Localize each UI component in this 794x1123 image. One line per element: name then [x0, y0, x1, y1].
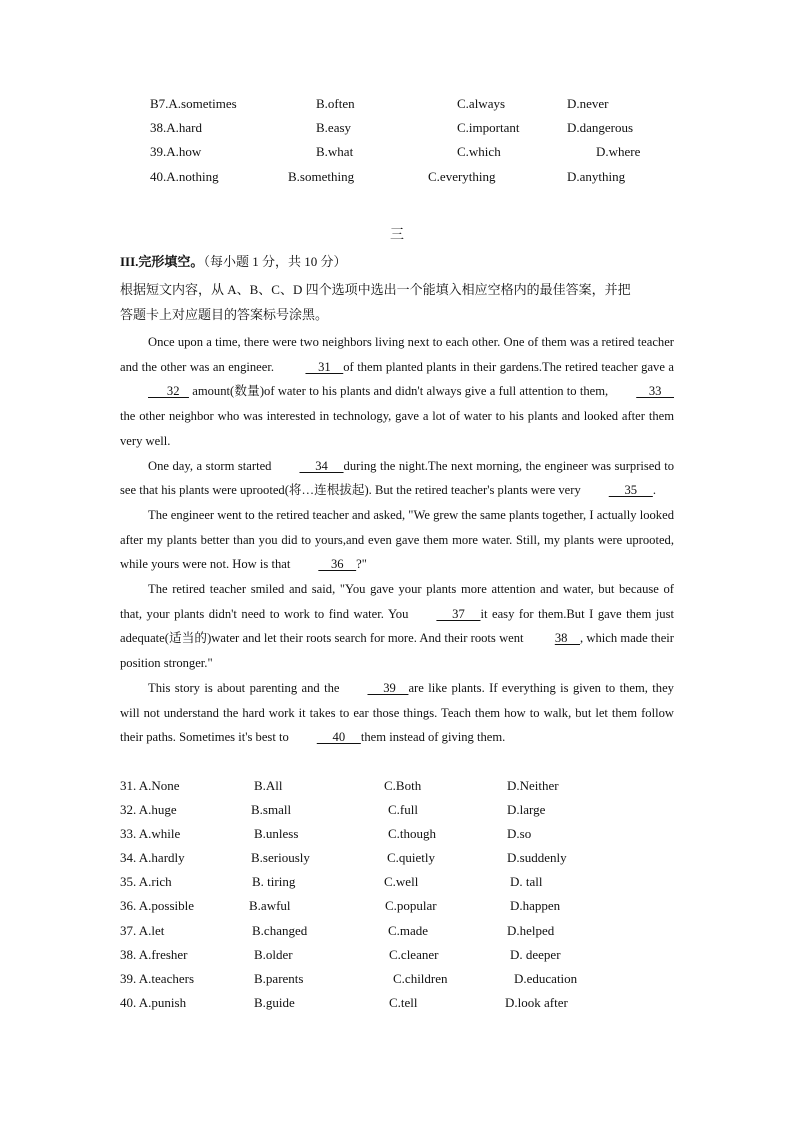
option-a: 40. A.punish: [120, 995, 187, 1010]
blank-32: 32: [148, 384, 189, 399]
text: One day, a storm started: [148, 458, 272, 473]
text: .: [652, 483, 656, 498]
section-scoring: （每小题 1 分，共 10 分）: [203, 254, 347, 269]
option-b: B.what: [316, 144, 354, 159]
option-c: C.children: [393, 971, 448, 986]
option-b: B.often: [316, 96, 355, 111]
blank-33: 33: [636, 384, 674, 399]
answer-row-35: [0, 871, 794, 893]
option-c: C.everything: [428, 169, 496, 184]
paragraph-4: [120, 577, 674, 676]
option-d: D.happen: [510, 898, 561, 913]
answer-row-39: [0, 968, 794, 990]
section-heading: [120, 252, 346, 272]
blank-36: 36: [318, 557, 357, 572]
option-d: D.anything: [567, 169, 626, 184]
answer-row-40: [0, 992, 794, 1014]
blank-38: 38: [554, 631, 580, 646]
option-d: D.look after: [505, 995, 568, 1010]
option-a: 38.A.hard: [150, 120, 202, 135]
option-b: B.changed: [252, 923, 308, 938]
option-b: B.awful: [249, 898, 291, 913]
option-d: D. deeper: [510, 947, 561, 962]
option-c: C.which: [457, 144, 501, 159]
option-b: B.older: [254, 947, 293, 962]
blank-31: 31: [305, 359, 344, 374]
option-b: B.guide: [254, 995, 295, 1010]
answer-row-32: [0, 799, 794, 821]
paragraph-3: [120, 503, 674, 577]
paragraph-2: [120, 454, 674, 503]
option-c: C.Both: [384, 778, 422, 793]
option-a: 33. A.while: [120, 826, 181, 841]
option-b: B.seriously: [251, 850, 310, 865]
answer-row-31: [0, 775, 794, 797]
section-title: III.完形填空。: [120, 254, 204, 269]
blank-34: 34: [299, 458, 344, 473]
option-d: D.dangerous: [567, 120, 634, 135]
text: , which made their position stronger.": [120, 631, 675, 671]
instruction-line: 根据短文内容，从 A、B、C、D 四个选项中选出一个能填入相应空格内的最佳答案，并把: [120, 282, 631, 297]
answer-row-33: [0, 823, 794, 845]
option-row: [0, 142, 794, 162]
text: of them planted plants in their gardens.The retired teacher gave a: [343, 359, 674, 374]
option-d: D.suddenly: [507, 850, 567, 865]
blank-39: 39: [367, 680, 409, 695]
option-a: 40.A.nothing: [150, 169, 219, 184]
text: are like plants. If everything is given to them, they will not understand the hard work it takes to ear those things. Teach them how to walk, but let them follow their paths. Sometimes it's best to: [120, 680, 674, 745]
option-d: D.Neither: [507, 778, 559, 793]
text: This story is about parenting and the: [148, 680, 340, 695]
option-d: D.never: [567, 96, 609, 111]
option-row: [0, 118, 794, 138]
option-b: B.small: [251, 802, 292, 817]
option-c: C.made: [388, 923, 429, 938]
text: it easy for them.But I gave them just adequate(适当的)water and let their roots search for more. And their roots went: [120, 606, 675, 646]
option-b: B. tiring: [252, 874, 296, 889]
paragraph-5: [120, 676, 674, 750]
option-a: 39.A.how: [150, 144, 202, 159]
option-c: C.full: [388, 802, 418, 817]
option-d: D.helped: [507, 923, 555, 938]
option-d: D.where: [596, 144, 641, 159]
option-c: C.always: [457, 96, 506, 111]
section-marker: 三: [390, 228, 404, 243]
option-a: 36. A.possible: [120, 898, 195, 913]
text: amount(数量)of water to his plants and didn't always give a full attention to them,: [188, 384, 609, 399]
text: ?": [356, 557, 367, 572]
option-a: 34. A.hardly: [120, 850, 185, 865]
text: them instead of giving them.: [360, 730, 506, 745]
option-c: C.important: [457, 120, 520, 135]
paragraph-1: [120, 330, 674, 454]
text: The retired teacher smiled and said, "You gave your plants more attention and water, but because of that, your plants didn't need to work to find water. You: [120, 582, 674, 621]
option-c: C.popular: [385, 898, 437, 913]
option-d: D.education: [514, 971, 578, 986]
option-a: 39. A.teachers: [120, 971, 195, 986]
blank-35: 35: [608, 483, 653, 498]
option-c: C.quietly: [387, 850, 436, 865]
option-row: [0, 167, 794, 187]
cloze-passage: [120, 330, 674, 750]
instruction-line: 答题卡上对应题目的答案标号涂黑。: [120, 307, 329, 322]
option-b: B.unless: [254, 826, 299, 841]
option-d: D. tall: [510, 874, 543, 889]
blank-40: 40: [316, 730, 361, 745]
option-row: [0, 94, 794, 114]
option-c: C.tell: [389, 995, 418, 1010]
answer-row-34: [0, 847, 794, 869]
answer-row-37: [0, 920, 794, 942]
text: during the night.The next morning, the engineer was surprised to see that his plants were uprooted(将…连根拔起). But the retired teacher's plants were very: [120, 458, 674, 498]
option-a: B7.A.sometimes: [150, 96, 237, 111]
option-c: C.cleaner: [389, 947, 439, 962]
text: Once upon a time, there were two neighbors living next to each other. One of them was a retired teacher and the other was an engineer.: [120, 335, 674, 374]
answer-row-38: [0, 944, 794, 966]
option-a: 37. A.let: [120, 923, 165, 938]
option-a: 35. A.rich: [120, 874, 172, 889]
option-c: C.though: [388, 826, 437, 841]
instructions: [120, 277, 674, 327]
option-a: 32. A.huge: [120, 802, 177, 817]
option-d: D.large: [507, 802, 546, 817]
option-d: D.so: [507, 826, 532, 841]
option-b: B.All: [254, 778, 283, 793]
blank-37: 37: [436, 606, 481, 621]
option-c: C.well: [384, 874, 419, 889]
option-a: 31. A.None: [120, 778, 180, 793]
option-b: B.easy: [316, 120, 352, 135]
option-b: B.something: [288, 169, 355, 184]
text: The engineer went to the retired teacher and asked, "We grew the same plants together, I actually looked after my plants better than you did to yours,and even gave them more water. Still, my plants were uprooted, while yours were not. How is that: [120, 507, 674, 572]
option-a: 38. A.fresher: [120, 947, 188, 962]
text: the other neighbor who was interested in technology, gave a lot of water to his plants and looked after them very well.: [120, 409, 674, 448]
option-b: B.parents: [254, 971, 304, 986]
answer-row-36: [0, 895, 794, 917]
